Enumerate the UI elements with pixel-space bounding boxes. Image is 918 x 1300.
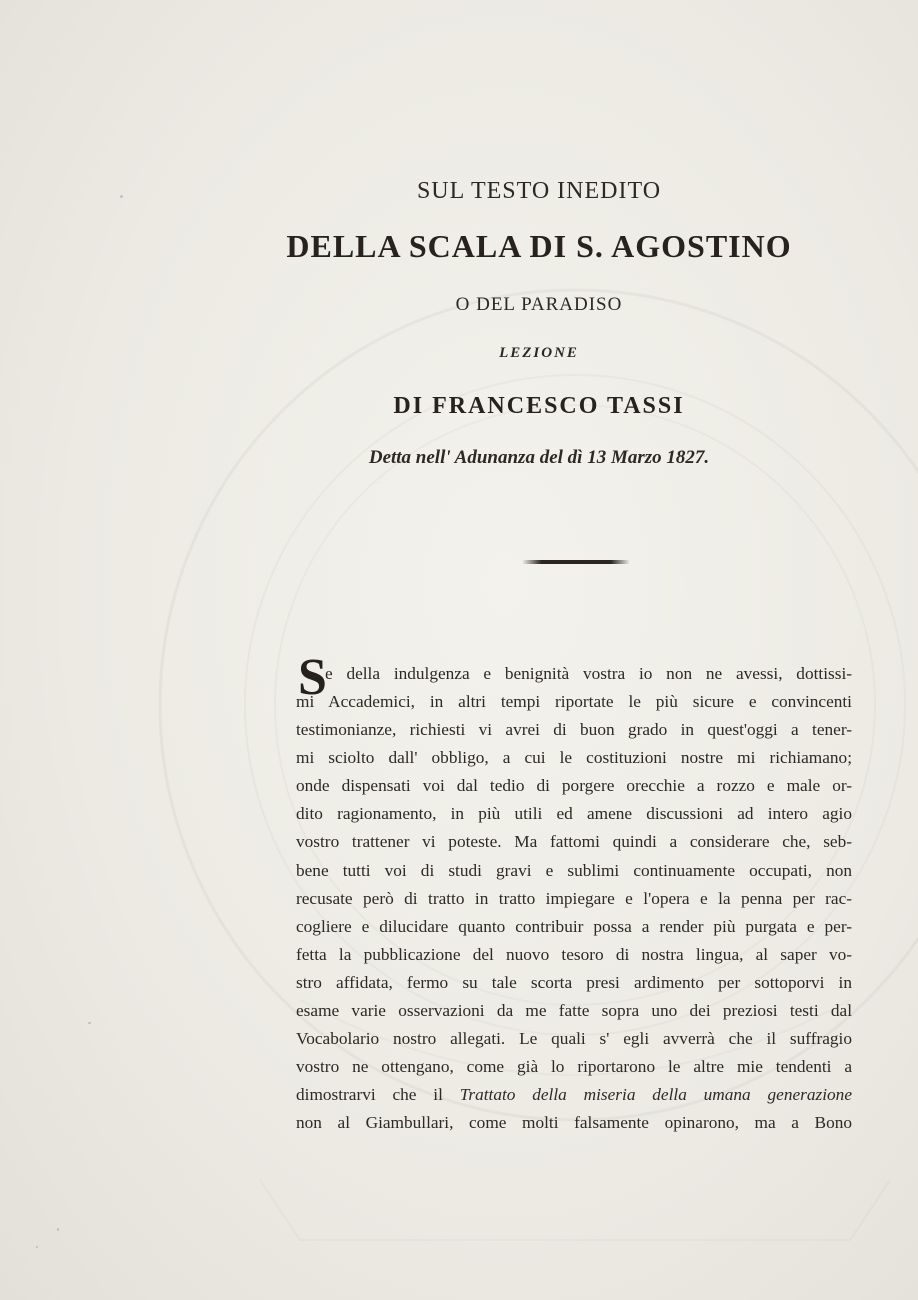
paper-spot	[36, 1246, 38, 1248]
paper-spot	[57, 1228, 59, 1231]
body-line: Vocabolario nostro allegati. Le quali s' egli avverrà che il suffragio	[296, 1029, 852, 1049]
body-line: testimonianze, richiesti vi avrei di buon grado in quest'oggi a tener-	[296, 720, 852, 740]
title-line-2: DELLA SCALA DI S. AGOSTINO	[286, 228, 792, 264]
body-line: non al Giambullari, come molti falsamente opinarono, ma a Bono	[296, 1113, 852, 1133]
date-line: Detta nell' Adunanza del dì 13 Marzo 1827.	[368, 447, 710, 468]
body-line: onde dispensati voi dal tedio di porgere orecchie a rozzo e male or-	[296, 776, 852, 796]
body-line: vostro ne ottengano, come già lo riportarono le altre mie tendenti a	[296, 1057, 852, 1077]
body-line: cogliere e dilucidare quanto contribuir possa a render più purgata e per-	[296, 916, 852, 936]
body-line-mixed	[296, 1081, 852, 1109]
body-line: mi sciolto dall' obbligo, a cui le costituzioni nostre mi richiamano;	[296, 748, 852, 768]
body-line: fetta la pubblicazione del nuovo tesoro di nostra lingua, al saper vo-	[296, 944, 852, 964]
ornamental-rule	[522, 560, 630, 564]
treatise-title: Trattato della miseria della umana generazione	[459, 1085, 852, 1105]
title-line-1: SUL TESTO INEDITO	[416, 178, 662, 204]
body-line-prefix: dimostrarvi che il	[296, 1085, 460, 1105]
body-line-1: e della indulgenza e benignità vostra io non ne avessi, dottissi-	[325, 664, 852, 683]
body-line: mi Accademici, in altri tempi riportate le più sicure e convincenti	[296, 692, 852, 711]
body-line: dito ragionamento, in più utili ed amene discussioni ad intero agio	[296, 804, 852, 824]
paper-spot	[88, 1022, 91, 1024]
title-line-3: O DEL PARADISO	[455, 294, 623, 315]
author-line: DI FRANCESCO TASSI	[393, 393, 685, 419]
lecture-label: LEZIONE	[499, 345, 579, 361]
body-line: stro affidata, fermo su tale scorta presi ardimento per sottoporvi in	[296, 972, 852, 992]
body-text	[296, 688, 852, 1138]
drop-cap: S	[298, 649, 327, 706]
body-line: bene tutti voi di studi gravi e sublimi continuamente occupati, non	[296, 860, 852, 880]
body-line: esame varie osservazioni da me fatte sopra uno dei preziosi testi dal	[296, 1001, 852, 1021]
body-line: vostro trattener vi poteste. Ma fattomi quindi a considerare che, seb-	[296, 832, 852, 852]
body-line: recusate però di tratto in tratto impiegare e l'opera e la penna per rac-	[296, 888, 852, 908]
